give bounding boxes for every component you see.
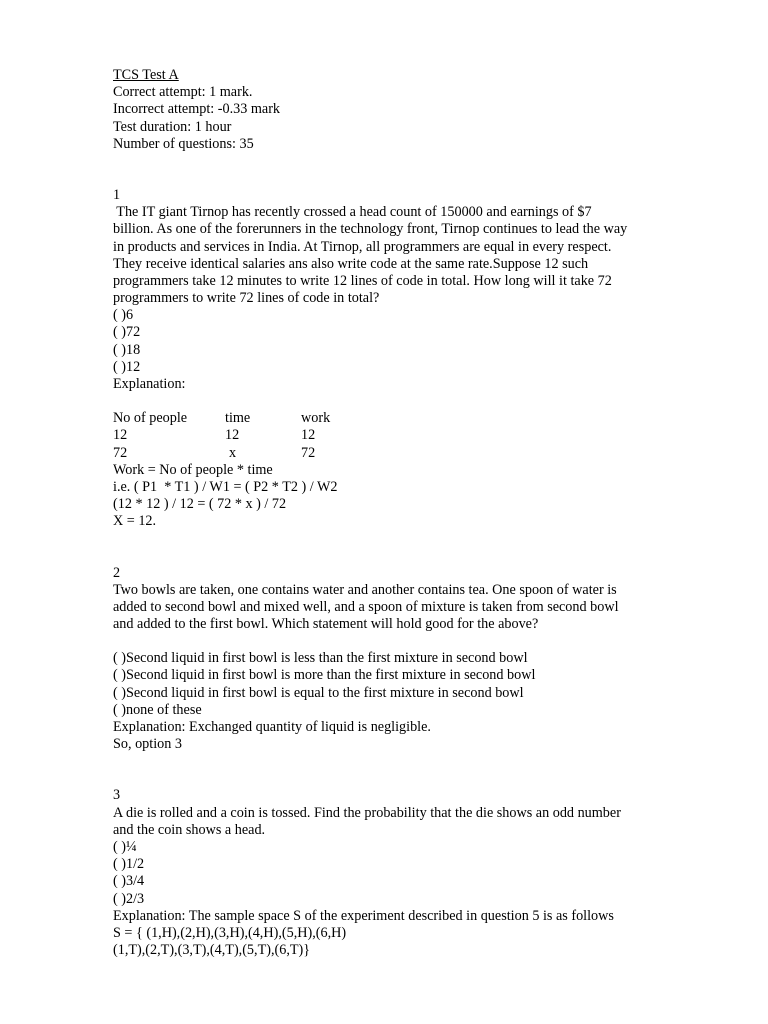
answer-option: ( )2/3 xyxy=(113,890,145,907)
explanation-line: (1,T),(2,T),(3,T),(4,T),(5,T),(6,T)} xyxy=(113,942,311,959)
question-1 xyxy=(113,187,653,531)
table-header-cell: work xyxy=(301,410,331,427)
document-page xyxy=(113,67,653,959)
question-text-line: programmers take 12 minutes to write 12 lines of code in total. How long will it take 72 xyxy=(113,272,612,289)
question-count-line: Number of questions: 35 xyxy=(113,135,254,152)
answer-option: ( )72 xyxy=(113,324,141,341)
explanation-label: Explanation: xyxy=(113,376,186,392)
explanation-line: X = 12. xyxy=(113,513,157,530)
spacer xyxy=(113,753,653,787)
marking-info-line: Incorrect attempt: -0.33 mark xyxy=(113,101,281,118)
answer-option: ( )¼ xyxy=(113,838,137,855)
answer-option: ( )18 xyxy=(113,341,141,358)
explanation-line: S = { (1,H),(2,H),(3,H),(4,H),(5,H),(6,H) xyxy=(113,924,347,941)
answer-option: ( )Second liquid in first bowl is more than the first mixture in second bowl xyxy=(113,667,536,684)
explanation-line: i.e. ( P1 * T1 ) / W1 = ( P2 * T2 ) / W2 xyxy=(113,478,338,495)
table-header-row xyxy=(113,410,653,427)
question-text-line: in products and services in India. At Tirnop, all programmers are equal in every respect. xyxy=(113,238,612,255)
question-text-line: added to second bowl and mixed well, and a spoon of mixture is taken from second bowl xyxy=(113,598,619,615)
question-2 xyxy=(113,565,653,754)
question-text-line: A die is rolled and a coin is tossed. Find the probability that the die shows an odd number xyxy=(113,804,621,821)
table-cell: x xyxy=(229,444,237,461)
explanation-line: So, option 3 xyxy=(113,736,182,753)
spacer xyxy=(113,393,653,410)
answer-option: ( )Second liquid in first bowl is equal to the first mixture in second bowl xyxy=(113,684,524,701)
duration-line: Test duration: 1 hour xyxy=(113,118,232,135)
question-number: 1 xyxy=(113,186,121,203)
question-number: 2 xyxy=(113,564,121,581)
table-row xyxy=(113,445,653,462)
explanation-line: (12 * 12 ) / 12 = ( 72 * x ) / 72 xyxy=(113,496,287,513)
answer-option: ( )1/2 xyxy=(113,856,145,873)
question-text-line: Two bowls are taken, one contains water and another contains tea. One spoon of water is xyxy=(113,581,617,598)
spacer xyxy=(113,633,653,650)
question-number: 3 xyxy=(113,787,121,804)
answer-option: ( )6 xyxy=(113,307,134,324)
question-text-line: billion. As one of the forerunners in the technology front, Tirnop continues to lead the way xyxy=(113,221,628,238)
explanation-line: Explanation: The sample space S of the experiment described in question 5 is as follows xyxy=(113,907,614,924)
spacer xyxy=(113,531,653,565)
table-cell: 72 xyxy=(113,444,128,461)
answer-option: ( )12 xyxy=(113,358,141,375)
table-header-cell: time xyxy=(225,410,251,427)
marking-info-line: Correct attempt: 1 mark. xyxy=(113,84,253,101)
explanation-line: Work = No of people * time xyxy=(113,461,273,478)
table-row xyxy=(113,427,653,444)
question-text-line: The IT giant Tirnop has recently crossed a head count of 150000 and earnings of $7 xyxy=(113,204,592,221)
question-3 xyxy=(113,787,653,959)
question-text-line: programmers to write 72 lines of code in total? xyxy=(113,290,380,307)
table-cell: 12 xyxy=(113,427,128,444)
answer-option: ( )3/4 xyxy=(113,873,145,890)
answer-option: ( )Second liquid in first bowl is less than the first mixture in second bowl xyxy=(113,650,528,667)
question-text-line: and added to the first bowl. Which statement will hold good for the above? xyxy=(113,616,539,633)
table-cell: 72 xyxy=(301,444,316,461)
explanation-line: Explanation: Exchanged quantity of liquid is negligible. xyxy=(113,719,431,735)
table-cell: 12 xyxy=(225,427,240,444)
table-cell: 12 xyxy=(301,427,316,444)
answer-option: ( )none of these xyxy=(113,701,202,718)
question-text-line: and the coin shows a head. xyxy=(113,821,266,838)
question-text-line: They receive identical salaries ans also write code at the same rate.Suppose 12 such xyxy=(113,255,589,272)
table-header-cell: No of people xyxy=(113,410,188,427)
document-title: TCS Test A xyxy=(113,67,179,83)
spacer xyxy=(113,153,653,187)
